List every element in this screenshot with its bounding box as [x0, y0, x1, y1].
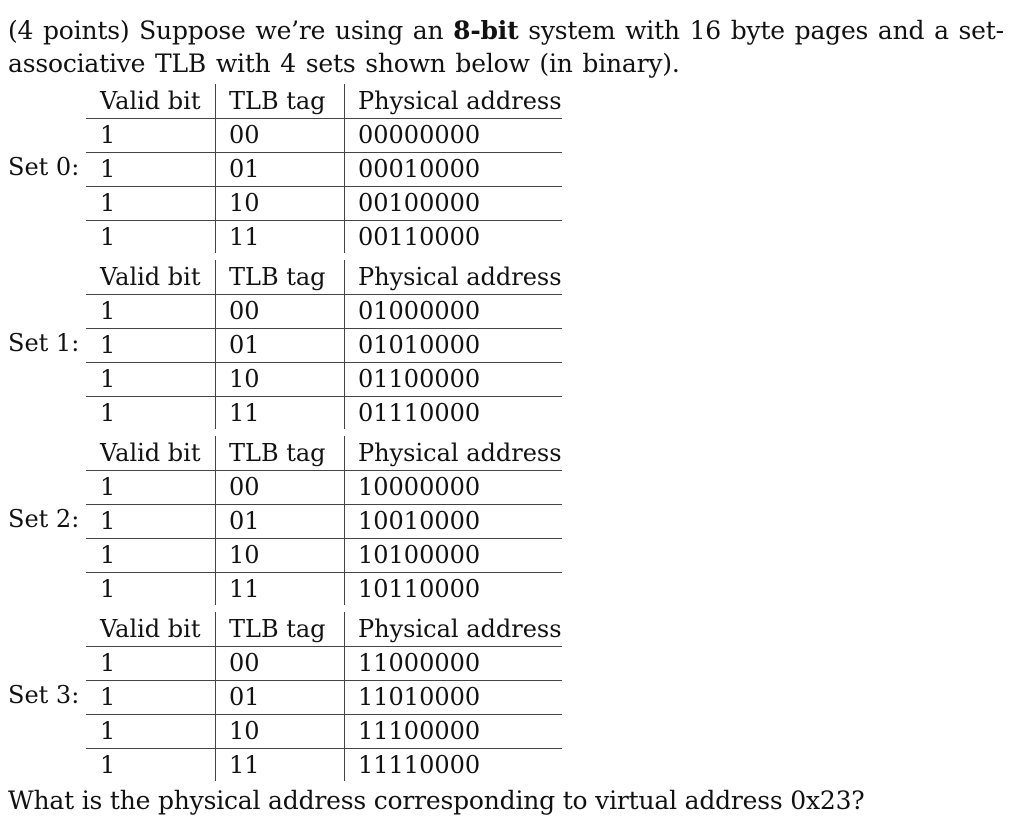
tlb-tag-cell: 00 — [229, 297, 260, 325]
valid-bit-cell: 1 — [100, 541, 116, 569]
tlb-tag-cell: 11 — [229, 751, 260, 779]
physical-address-cell: 00110000 — [358, 223, 481, 251]
table-row — [0, 748, 600, 782]
tlb-set-1 — [0, 260, 600, 436]
physical-address-cell: 00100000 — [358, 189, 481, 217]
intro-text-part2: system with 16 byte pages and a set-associative TLB with 4 sets shown below (in binary). — [8, 16, 1004, 78]
header-valid-bit: Valid bit — [100, 615, 201, 643]
valid-bit-cell: 1 — [100, 331, 116, 359]
tlb-tag-cell: 00 — [229, 649, 260, 677]
header-physical-address: Physical address — [358, 439, 562, 467]
table-row — [0, 328, 600, 362]
valid-bit-cell: 1 — [100, 683, 116, 711]
tlb-tag-cell: 10 — [229, 541, 260, 569]
table-row — [0, 538, 600, 572]
table-row — [0, 396, 600, 430]
intro-bold-8bit: 8-bit — [453, 16, 519, 45]
physical-address-cell: 10110000 — [358, 575, 481, 603]
table-row — [0, 646, 600, 680]
physical-address-cell: 11000000 — [358, 649, 481, 677]
header-valid-bit: Valid bit — [100, 263, 201, 291]
valid-bit-cell: 1 — [100, 575, 116, 603]
tlb-tag-cell: 00 — [229, 473, 260, 501]
valid-bit-cell: 1 — [100, 649, 116, 677]
valid-bit-cell: 1 — [100, 473, 116, 501]
header-valid-bit: Valid bit — [100, 439, 201, 467]
tlb-tag-cell: 11 — [229, 223, 260, 251]
tlb-tag-cell: 00 — [229, 121, 260, 149]
physical-address-cell: 10010000 — [358, 507, 481, 535]
table-row — [0, 294, 600, 328]
physical-address-cell: 11110000 — [358, 751, 481, 779]
set-label: Set 2: — [8, 505, 80, 533]
tlb-tag-cell: 10 — [229, 717, 260, 745]
valid-bit-cell: 1 — [100, 717, 116, 745]
header-physical-address: Physical address — [358, 615, 562, 643]
tlb-tag-cell: 11 — [229, 575, 260, 603]
valid-bit-cell: 1 — [100, 121, 116, 149]
table-row — [0, 572, 600, 606]
physical-address-cell: 00010000 — [358, 155, 481, 183]
table-row — [0, 470, 600, 504]
set-label: Set 0: — [8, 153, 80, 181]
set-label: Set 1: — [8, 329, 80, 357]
question-text: What is the physical address corresponding to virtual address 0x23? — [8, 786, 865, 815]
tlb-tag-cell: 01 — [229, 507, 260, 535]
physical-address-cell: 01100000 — [358, 365, 481, 393]
table-row — [0, 152, 600, 186]
header-tlb-tag: TLB tag — [229, 87, 326, 115]
header-valid-bit: Valid bit — [100, 87, 201, 115]
header-tlb-tag: TLB tag — [229, 263, 326, 291]
physical-address-cell: 11010000 — [358, 683, 481, 711]
tlb-set-0 — [0, 84, 600, 260]
problem-statement — [8, 14, 1008, 80]
valid-bit-cell: 1 — [100, 365, 116, 393]
tlb-tag-cell: 01 — [229, 155, 260, 183]
tlb-set-2 — [0, 436, 600, 612]
table-row — [0, 680, 600, 714]
tlb-tag-cell: 11 — [229, 399, 260, 427]
valid-bit-cell: 1 — [100, 751, 116, 779]
intro-text-part1: (4 points) Suppose we’re using an — [8, 16, 454, 45]
valid-bit-cell: 1 — [100, 297, 116, 325]
table-row — [0, 714, 600, 748]
physical-address-cell: 10100000 — [358, 541, 481, 569]
header-physical-address: Physical address — [358, 87, 562, 115]
table-row — [0, 186, 600, 220]
valid-bit-cell: 1 — [100, 189, 116, 217]
table-row — [0, 220, 600, 254]
valid-bit-cell: 1 — [100, 155, 116, 183]
table-row — [0, 362, 600, 396]
table-row — [0, 504, 600, 538]
physical-address-cell: 01010000 — [358, 331, 481, 359]
tlb-tag-cell: 01 — [229, 331, 260, 359]
valid-bit-cell: 1 — [100, 507, 116, 535]
physical-address-cell: 01110000 — [358, 399, 481, 427]
tlb-tag-cell: 10 — [229, 189, 260, 217]
tlb-tag-cell: 10 — [229, 365, 260, 393]
tlb-set-3 — [0, 612, 600, 788]
valid-bit-cell: 1 — [100, 223, 116, 251]
tlb-tag-cell: 01 — [229, 683, 260, 711]
header-tlb-tag: TLB tag — [229, 615, 326, 643]
header-tlb-tag: TLB tag — [229, 439, 326, 467]
header-physical-address: Physical address — [358, 263, 562, 291]
physical-address-cell: 11100000 — [358, 717, 481, 745]
physical-address-cell: 00000000 — [358, 121, 481, 149]
table-row — [0, 118, 600, 152]
physical-address-cell: 01000000 — [358, 297, 481, 325]
valid-bit-cell: 1 — [100, 399, 116, 427]
set-label: Set 3: — [8, 681, 80, 709]
physical-address-cell: 10000000 — [358, 473, 481, 501]
